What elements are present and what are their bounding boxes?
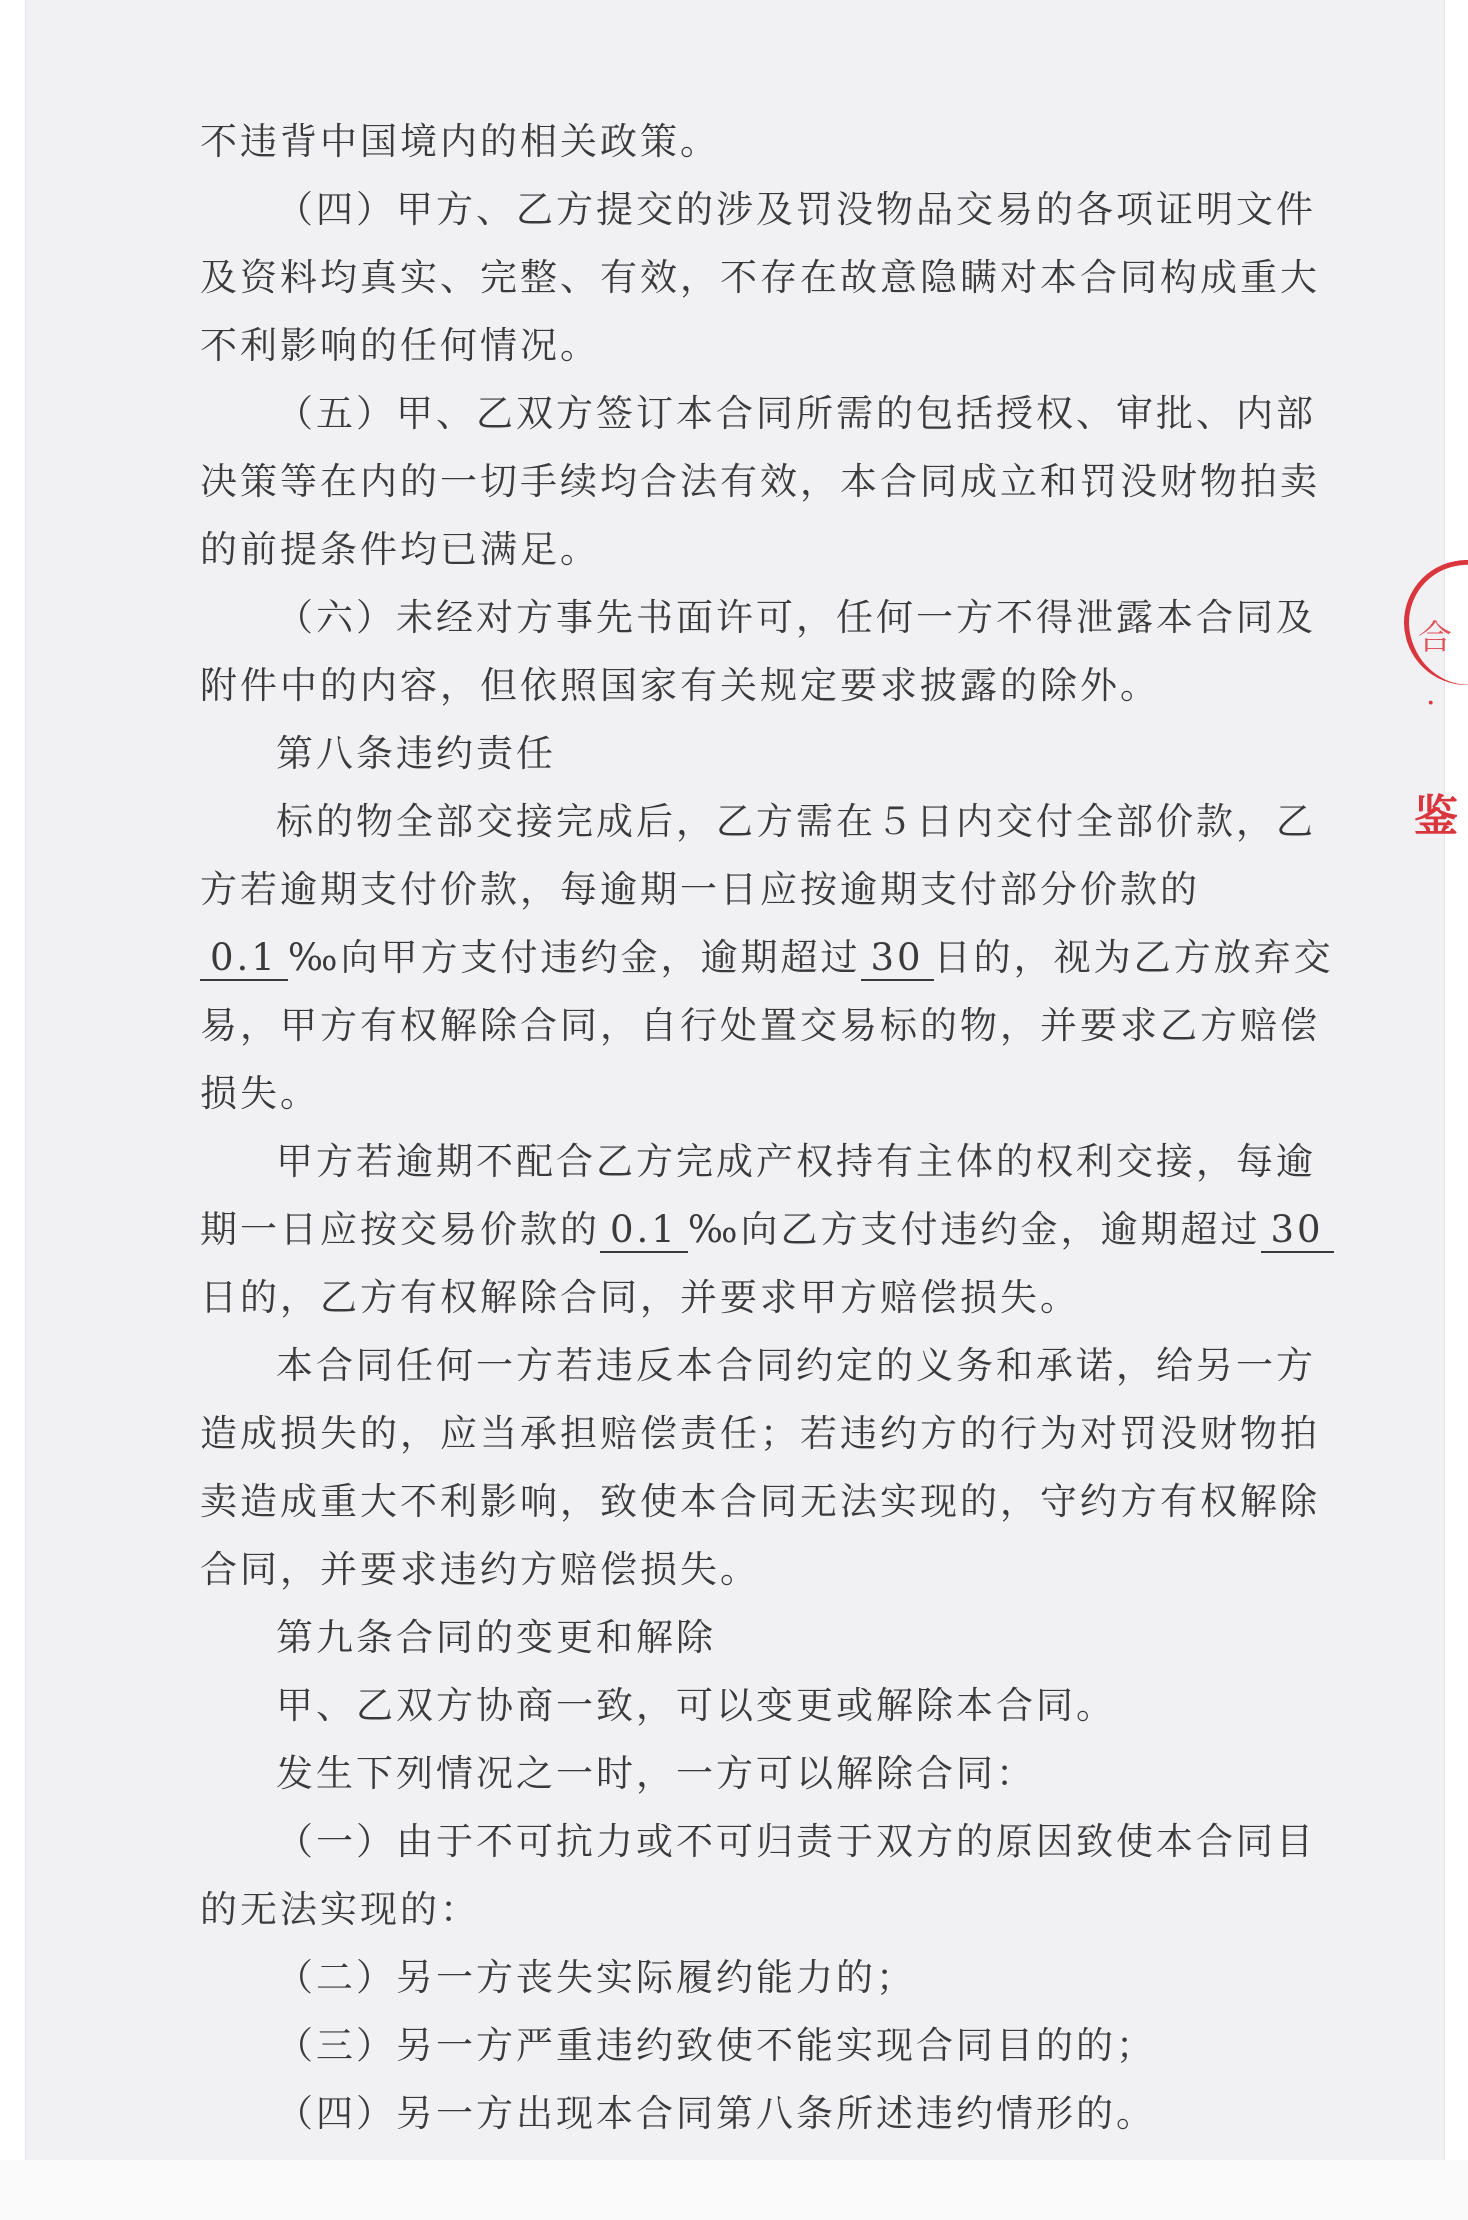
paragraph-6 (200, 1128, 1340, 1332)
paragraph-14: （四）另一方出现本合同第八条所述违约情形的。 (276, 2092, 1156, 2135)
paragraph-1: （四）甲方、乙方提交的涉及罚没物品交易的各项证明文件及资料均真实、完整、有效，不存在故意隐瞒对本合同构成重大不利影响的任何情况。 (200, 188, 1320, 367)
paragraph-7: 本合同任何一方若违反本合同约定的义务和承诺，给另一方造成损失的，应当承担赔偿责任；若违约方的行为对罚没财物拍卖造成重大不利影响，致使本合同无法实现的，守约方有权解除合同，并要求违约方赔偿损失。 (200, 1344, 1320, 1591)
page-bottom-margin (0, 2160, 1468, 2220)
text-segment: ‰向乙方支付违约金，逾期超过 (687, 1208, 1261, 1251)
paragraph-0: 不违背中国境内的相关政策。 (200, 120, 720, 163)
fill-blank-days: 30 (1261, 1208, 1334, 1253)
text-segment: 标的物全部交接完成后，乙方需在５日内交付全部价款，乙方若逾期支付价款，每逾期一日应按逾期支付部分价款的 (200, 800, 1316, 911)
text-segment: 日的，视为乙方放弃交易，甲方有权解除合同，自行处置交易标的物，并要求乙方赔偿损失。 (200, 936, 1334, 1115)
paragraph-3: （六）未经对方事先书面许可，任何一方不得泄露本合同及附件中的内容，但依照国家有关规定要求披露的除外。 (200, 596, 1316, 707)
paragraph-12: （二）另一方丧失实际履约能力的； (276, 1956, 916, 1999)
text-segment: ‰向甲方支付违约金，逾期超过 (287, 936, 861, 979)
document-page (26, 0, 1444, 2160)
contract-text (200, 108, 1340, 2148)
red-seal-stamp (1396, 540, 1468, 880)
paragraph-2: （五）甲、乙双方签订本合同所需的包括授权、审批、内部决策等在内的一切手续均合法有效，本合同成立和罚没财物拍卖的前提条件均已满足。 (200, 392, 1320, 571)
fill-blank-rate: 0.1 (600, 1208, 688, 1253)
paragraph-5 (200, 788, 1340, 1128)
text-segment: 日的，乙方有权解除合同，并要求甲方赔偿损失。 (200, 1276, 1080, 1319)
article-9-heading: 第九条合同的变更和解除 (276, 1616, 716, 1659)
paragraph-10: 发生下列情况之一时，一方可以解除合同： (276, 1752, 1036, 1795)
text-segment: 甲方若逾期不配合乙方完成产权持有主体的权利交接，每逾期一日应按交易价款的 (200, 1140, 1316, 1251)
fill-blank-rate: 0.1 (200, 936, 288, 981)
seal-dot: · (1426, 686, 1436, 721)
paragraph-11: （一）由于不可抗力或不可归责于双方的原因致使本合同目的无法实现的： (200, 1820, 1316, 1931)
paragraph-13: （三）另一方严重违约致使不能实现合同目的的； (276, 2024, 1156, 2067)
article-8-heading: 第八条违约责任 (276, 732, 556, 775)
fill-blank-days: 30 (861, 936, 934, 981)
paragraph-9: 甲、乙双方协商一致，可以变更或解除本合同。 (276, 1684, 1116, 1727)
seal-glyph-1: 合 (1418, 618, 1452, 658)
seal-glyph-2: 鉴 (1414, 791, 1458, 842)
